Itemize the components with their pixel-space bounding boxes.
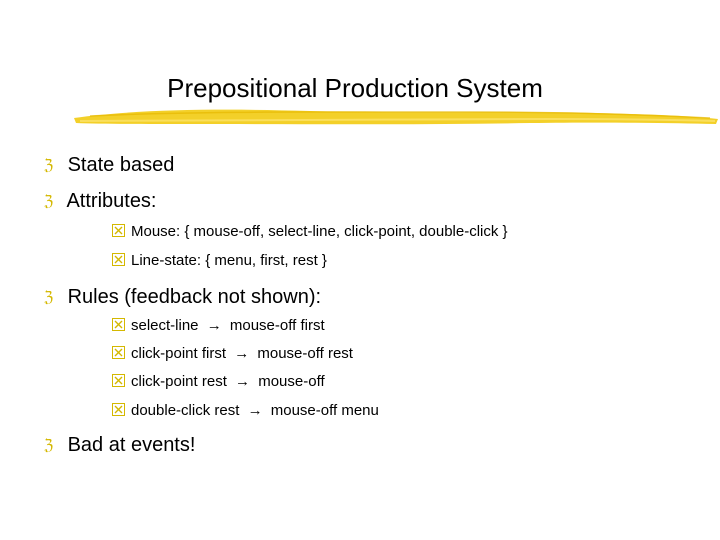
- sub-bullet-text: Line-state: { menu, first, rest }: [131, 252, 327, 269]
- sub-bullet-line-state: [112, 251, 327, 271]
- bullet-text: Bad at events!: [67, 434, 196, 456]
- rule-item: [112, 372, 325, 392]
- rule-rhs: mouse-off first: [229, 317, 325, 334]
- slide-title: Prepositional Production System: [167, 73, 543, 103]
- rule-lhs: click-point first: [131, 345, 227, 362]
- rule-rhs: mouse-off menu: [270, 402, 379, 419]
- title-underline-swoosh: [70, 102, 720, 132]
- arrow-icon: →: [235, 373, 251, 390]
- boxed-x-icon: [112, 253, 125, 266]
- boxed-x-icon: [112, 318, 125, 331]
- boxed-x-icon: [112, 374, 125, 387]
- arrow-icon: →: [247, 402, 263, 419]
- rule-item: [112, 316, 325, 336]
- bullet-text: State based: [67, 154, 175, 176]
- rule-item: [112, 401, 379, 421]
- rule-rhs: mouse-off: [258, 373, 325, 390]
- bullet-attributes: [44, 188, 157, 214]
- z-bullet-icon: ℨ: [44, 156, 54, 174]
- arrow-icon: →: [206, 317, 222, 334]
- z-bullet-icon: ℨ: [44, 192, 54, 210]
- bullet-bad-at-events: [44, 432, 195, 458]
- rule-lhs: select-line: [131, 317, 199, 334]
- bullet-text: Rules (feedback not shown):: [67, 286, 322, 308]
- sub-bullet-mouse: [112, 222, 508, 242]
- bullet-state-based: [44, 152, 174, 178]
- rule-rhs: mouse-off rest: [257, 345, 353, 362]
- boxed-x-icon: [112, 224, 125, 237]
- arrow-icon: →: [234, 345, 250, 362]
- z-bullet-icon: ℨ: [44, 288, 54, 306]
- bullet-rules: [44, 284, 321, 310]
- z-bullet-icon: ℨ: [44, 436, 54, 454]
- rule-item: [112, 344, 353, 364]
- boxed-x-icon: [112, 403, 125, 416]
- boxed-x-icon: [112, 346, 125, 359]
- bullet-text: Attributes:: [66, 190, 157, 212]
- sub-bullet-text: Mouse: { mouse-off, select-line, click-point, double-click }: [131, 223, 508, 240]
- rule-lhs: double-click rest: [131, 402, 240, 419]
- rule-lhs: click-point rest: [131, 373, 227, 390]
